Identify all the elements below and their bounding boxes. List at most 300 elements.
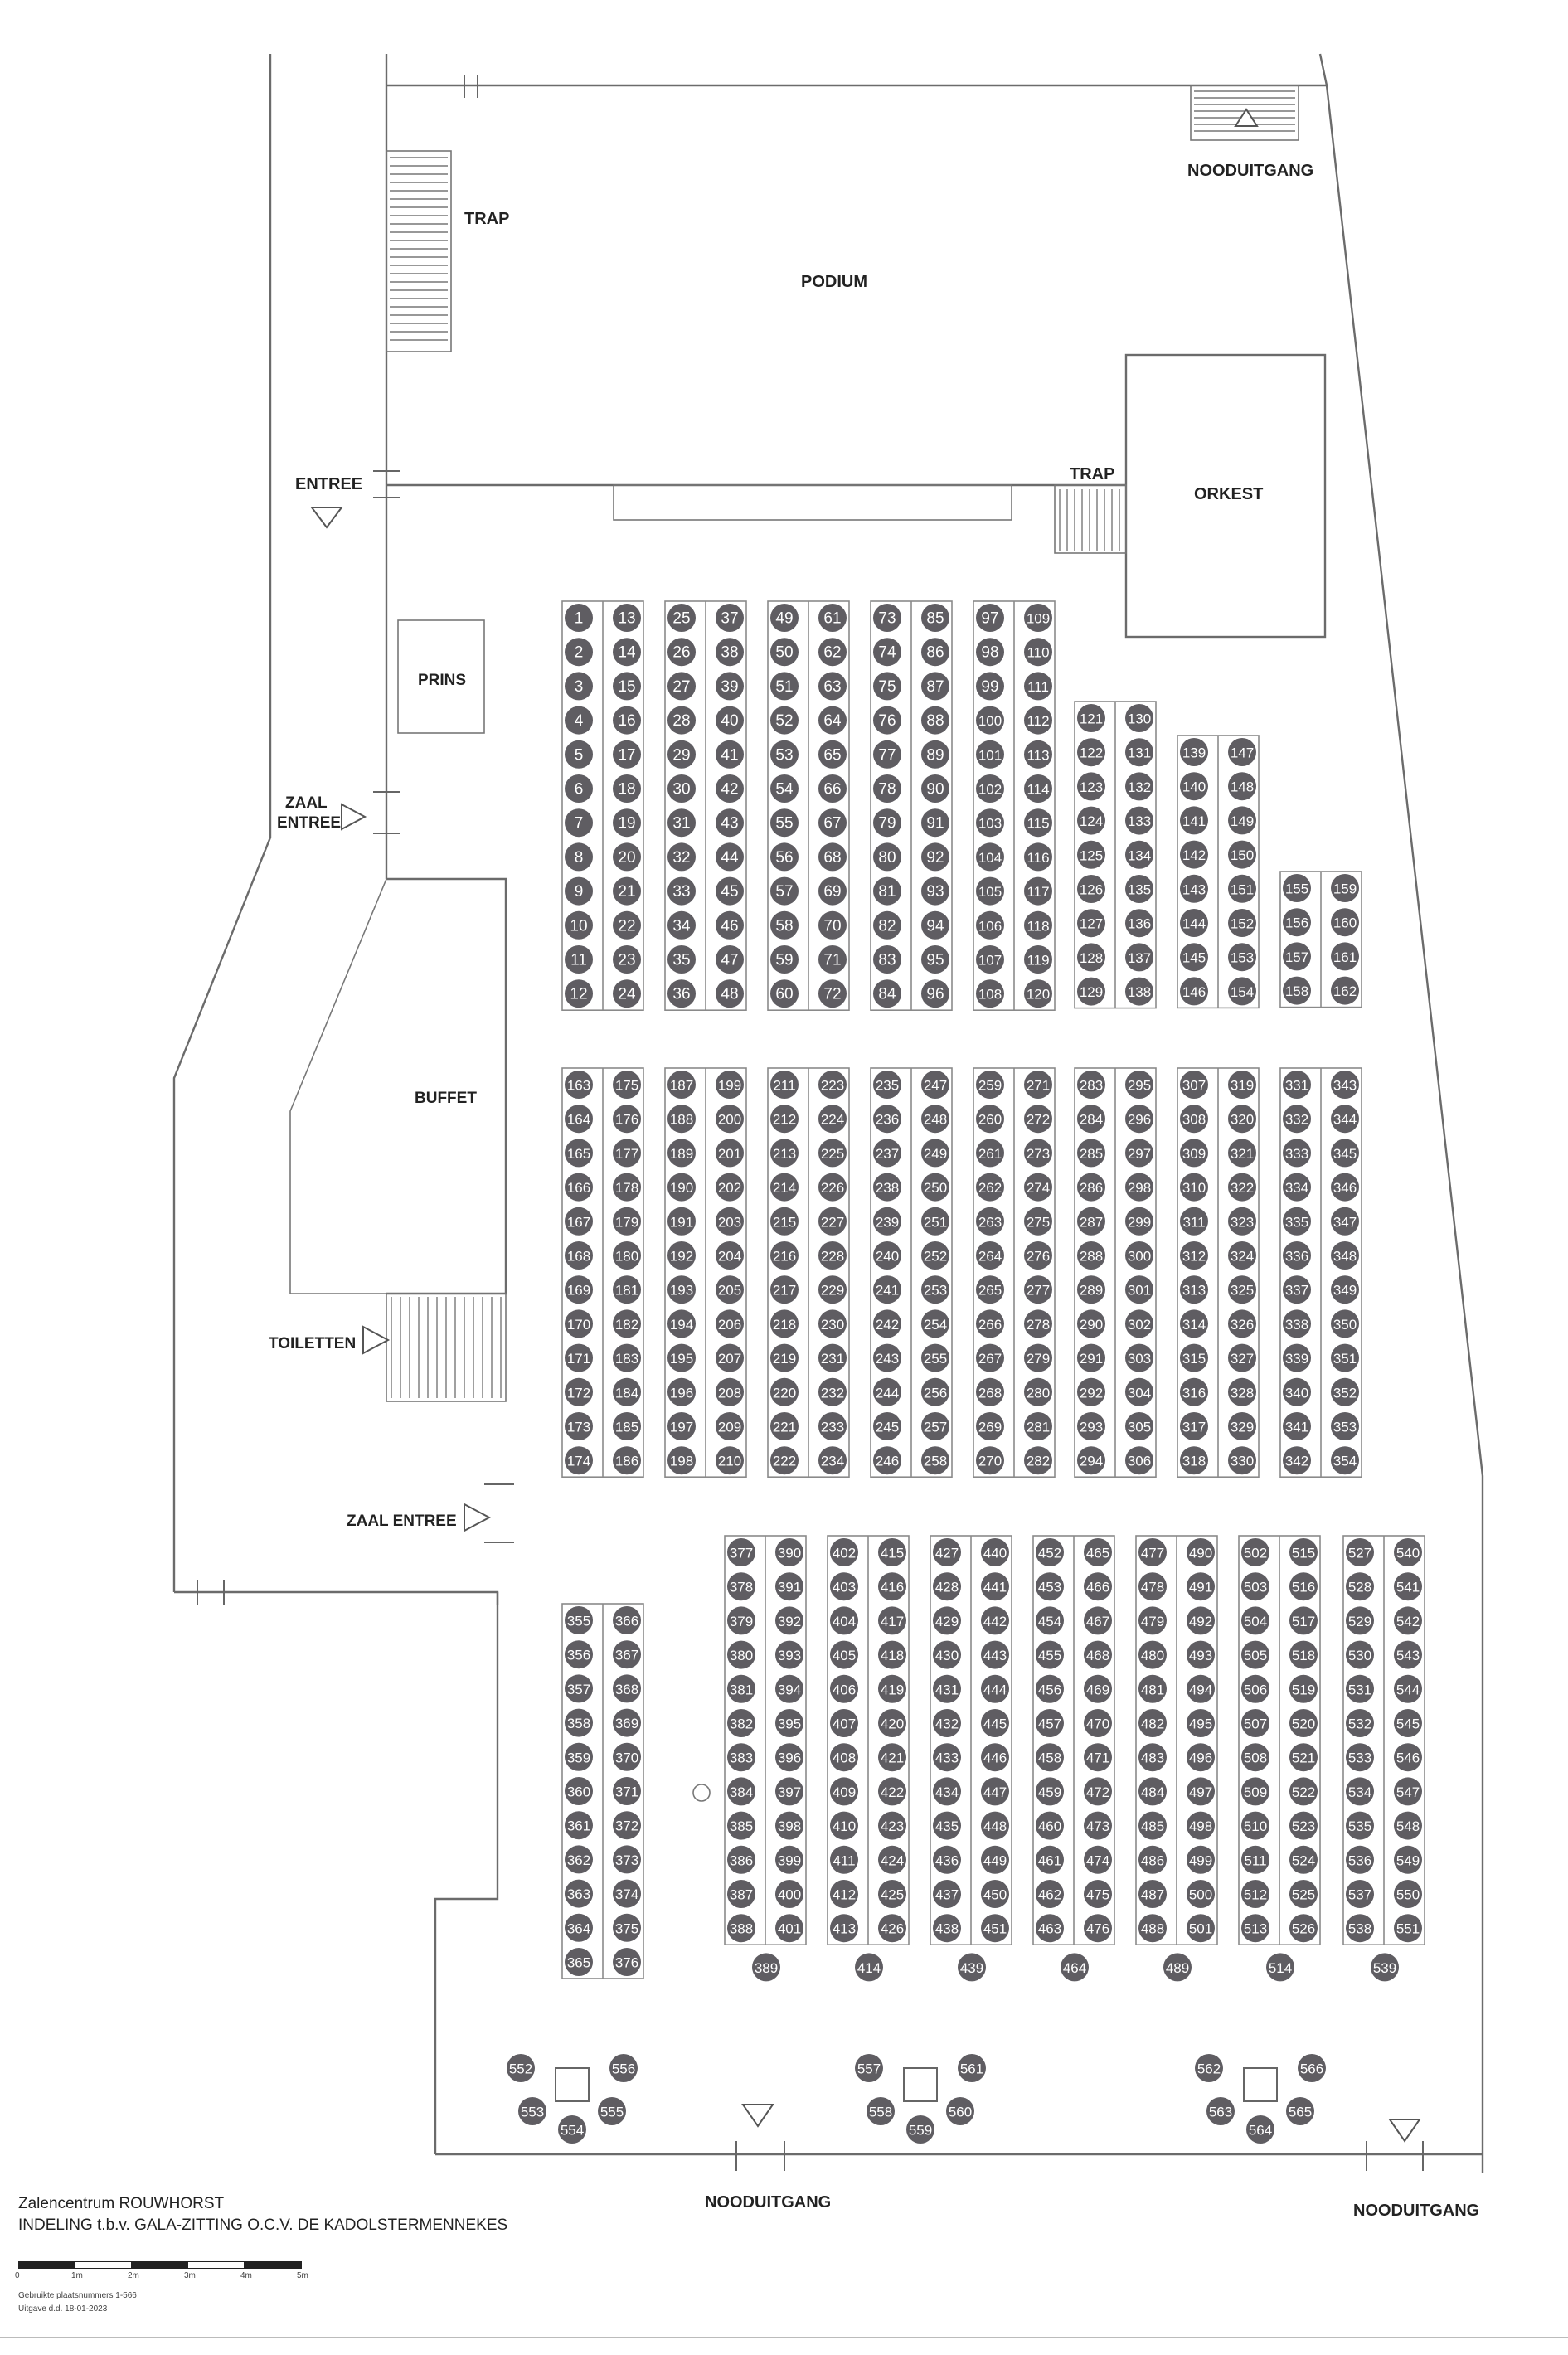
seat-118[interactable] (1024, 911, 1052, 940)
seat-440[interactable] (981, 1538, 1009, 1566)
seat-234[interactable] (818, 1446, 847, 1474)
seat-14[interactable] (613, 638, 641, 666)
seat-307[interactable] (1180, 1071, 1208, 1099)
seat-336[interactable] (1283, 1241, 1311, 1270)
seat-470[interactable] (1084, 1709, 1112, 1737)
seat-335[interactable] (1283, 1207, 1311, 1236)
seat-262[interactable] (976, 1173, 1004, 1202)
seat-429[interactable] (933, 1606, 961, 1634)
seat-64[interactable] (818, 706, 847, 735)
seat-467[interactable] (1084, 1606, 1112, 1634)
seat-486[interactable] (1138, 1846, 1167, 1874)
seat-356[interactable] (565, 1640, 593, 1668)
seat-362[interactable] (565, 1845, 593, 1873)
seat-110[interactable] (1024, 638, 1052, 666)
seat-316[interactable] (1180, 1378, 1208, 1406)
seat-271[interactable] (1024, 1071, 1052, 1099)
seat-465[interactable] (1084, 1538, 1112, 1566)
seat-406[interactable] (830, 1675, 858, 1703)
seat-500[interactable] (1187, 1880, 1215, 1908)
seat-409[interactable] (830, 1777, 858, 1805)
seat-124[interactable] (1077, 807, 1105, 835)
seat-378[interactable] (727, 1572, 755, 1600)
seat-277[interactable] (1024, 1275, 1052, 1304)
seat-327[interactable] (1228, 1344, 1256, 1372)
seat-451[interactable] (981, 1914, 1009, 1942)
seat-83[interactable] (873, 945, 901, 974)
seat-434[interactable] (933, 1777, 961, 1805)
seat-283[interactable] (1077, 1071, 1105, 1099)
seat-71[interactable] (818, 945, 847, 974)
seat-426[interactable] (878, 1914, 906, 1942)
seat-114[interactable] (1024, 774, 1052, 803)
seat-386[interactable] (727, 1846, 755, 1874)
seat-448[interactable] (981, 1812, 1009, 1840)
seat-142[interactable] (1180, 841, 1208, 869)
seat-520[interactable] (1289, 1709, 1318, 1737)
seat-33[interactable] (667, 877, 696, 906)
seat-167[interactable] (565, 1207, 593, 1236)
seat-345[interactable] (1331, 1139, 1359, 1167)
seat-312[interactable] (1180, 1241, 1208, 1270)
seat-481[interactable] (1138, 1675, 1167, 1703)
seat-421[interactable] (878, 1743, 906, 1771)
seat-115[interactable] (1024, 808, 1052, 837)
seat-369[interactable] (613, 1709, 641, 1737)
seat-109[interactable] (1024, 604, 1052, 632)
seat-121[interactable] (1077, 704, 1105, 732)
seat-480[interactable] (1138, 1641, 1167, 1669)
seat-497[interactable] (1187, 1777, 1215, 1805)
seat-339[interactable] (1283, 1344, 1311, 1372)
seat-51[interactable] (770, 672, 799, 700)
seat-278[interactable] (1024, 1309, 1052, 1338)
seat-77[interactable] (873, 740, 901, 769)
seat-182[interactable] (613, 1309, 641, 1338)
seat-353[interactable] (1331, 1412, 1359, 1440)
seat-165[interactable] (565, 1139, 593, 1167)
seat-36[interactable] (667, 979, 696, 1008)
seat-27[interactable] (667, 672, 696, 700)
seat-179[interactable] (613, 1207, 641, 1236)
seat-247[interactable] (921, 1071, 949, 1099)
seat-66[interactable] (818, 774, 847, 803)
seat-59[interactable] (770, 945, 799, 974)
seat-430[interactable] (933, 1641, 961, 1669)
seat-442[interactable] (981, 1606, 1009, 1634)
seat-317[interactable] (1180, 1412, 1208, 1440)
seat-401[interactable] (775, 1914, 803, 1942)
seat-553[interactable] (518, 2097, 546, 2125)
seat-377[interactable] (727, 1538, 755, 1566)
seat-321[interactable] (1228, 1139, 1256, 1167)
seat-301[interactable] (1125, 1275, 1153, 1304)
seat-108[interactable] (976, 979, 1004, 1008)
seat-559[interactable] (906, 2115, 934, 2144)
seat-422[interactable] (878, 1777, 906, 1805)
seat-531[interactable] (1346, 1675, 1374, 1703)
seat-16[interactable] (613, 706, 641, 735)
seat-55[interactable] (770, 808, 799, 837)
seat-261[interactable] (976, 1139, 1004, 1167)
seat-131[interactable] (1125, 738, 1153, 766)
seat-478[interactable] (1138, 1572, 1167, 1600)
seat-435[interactable] (933, 1812, 961, 1840)
seat-263[interactable] (976, 1207, 1004, 1236)
seat-65[interactable] (818, 740, 847, 769)
seat-485[interactable] (1138, 1812, 1167, 1840)
seat-322[interactable] (1228, 1173, 1256, 1202)
seat-112[interactable] (1024, 706, 1052, 735)
seat-539[interactable] (1371, 1953, 1399, 1981)
seat-181[interactable] (613, 1275, 641, 1304)
seat-488[interactable] (1138, 1914, 1167, 1942)
seat-379[interactable] (727, 1606, 755, 1634)
seat-423[interactable] (878, 1812, 906, 1840)
seat-139[interactable] (1180, 738, 1208, 766)
seat-117[interactable] (1024, 877, 1052, 906)
seat-391[interactable] (775, 1572, 803, 1600)
seat-210[interactable] (716, 1446, 744, 1474)
seat-11[interactable] (565, 945, 593, 974)
seat-453[interactable] (1036, 1572, 1064, 1600)
seat-273[interactable] (1024, 1139, 1052, 1167)
seat-156[interactable] (1283, 908, 1311, 936)
seat-489[interactable] (1163, 1953, 1192, 1981)
seat-219[interactable] (770, 1344, 799, 1372)
seat-98[interactable] (976, 638, 1004, 666)
seat-550[interactable] (1394, 1880, 1422, 1908)
seat-328[interactable] (1228, 1378, 1256, 1406)
seat-231[interactable] (818, 1344, 847, 1372)
seat-514[interactable] (1266, 1953, 1294, 1981)
seat-359[interactable] (565, 1743, 593, 1771)
seat-533[interactable] (1346, 1743, 1374, 1771)
seat-203[interactable] (716, 1207, 744, 1236)
seat-544[interactable] (1394, 1675, 1422, 1703)
seat-147[interactable] (1228, 738, 1256, 766)
seat-505[interactable] (1241, 1641, 1269, 1669)
seat-266[interactable] (976, 1309, 1004, 1338)
seat-44[interactable] (716, 842, 744, 871)
seat-78[interactable] (873, 774, 901, 803)
seat-225[interactable] (818, 1139, 847, 1167)
seat-96[interactable] (921, 979, 949, 1008)
seat-297[interactable] (1125, 1139, 1153, 1167)
seat-137[interactable] (1125, 943, 1153, 971)
seat-408[interactable] (830, 1743, 858, 1771)
seat-450[interactable] (981, 1880, 1009, 1908)
seat-368[interactable] (613, 1674, 641, 1702)
seat-41[interactable] (716, 740, 744, 769)
seat-525[interactable] (1289, 1880, 1318, 1908)
seat-140[interactable] (1180, 772, 1208, 800)
seat-454[interactable] (1036, 1606, 1064, 1634)
seat-60[interactable] (770, 979, 799, 1008)
seat-138[interactable] (1125, 978, 1153, 1006)
seat-6[interactable] (565, 774, 593, 803)
seat-238[interactable] (873, 1173, 901, 1202)
seat-207[interactable] (716, 1344, 744, 1372)
seat-558[interactable] (867, 2097, 895, 2125)
seat-348[interactable] (1331, 1241, 1359, 1270)
seat-419[interactable] (878, 1675, 906, 1703)
seat-211[interactable] (770, 1071, 799, 1099)
seat-355[interactable] (565, 1606, 593, 1634)
seat-304[interactable] (1125, 1378, 1153, 1406)
seat-133[interactable] (1125, 807, 1153, 835)
seat-249[interactable] (921, 1139, 949, 1167)
seat-232[interactable] (818, 1378, 847, 1406)
seat-319[interactable] (1228, 1071, 1256, 1099)
seat-177[interactable] (613, 1139, 641, 1167)
seat-23[interactable] (613, 945, 641, 974)
seat-145[interactable] (1180, 943, 1208, 971)
seat-9[interactable] (565, 877, 593, 906)
seat-12[interactable] (565, 979, 593, 1008)
seat-518[interactable] (1289, 1641, 1318, 1669)
seat-364[interactable] (565, 1914, 593, 1942)
seat-349[interactable] (1331, 1275, 1359, 1304)
seat-268[interactable] (976, 1378, 1004, 1406)
seat-113[interactable] (1024, 740, 1052, 769)
seat-411[interactable] (830, 1846, 858, 1874)
seat-376[interactable] (613, 1948, 641, 1976)
seat-106[interactable] (976, 911, 1004, 940)
seat-136[interactable] (1125, 909, 1153, 937)
seat-502[interactable] (1241, 1538, 1269, 1566)
seat-298[interactable] (1125, 1173, 1153, 1202)
seat-284[interactable] (1077, 1105, 1105, 1133)
seat-412[interactable] (830, 1880, 858, 1908)
seat-458[interactable] (1036, 1743, 1064, 1771)
seat-25[interactable] (667, 604, 696, 632)
seat-562[interactable] (1195, 2054, 1223, 2082)
seat-161[interactable] (1331, 942, 1359, 970)
seat-97[interactable] (976, 604, 1004, 632)
seat-436[interactable] (933, 1846, 961, 1874)
seat-313[interactable] (1180, 1275, 1208, 1304)
seat-334[interactable] (1283, 1173, 1311, 1202)
seat-195[interactable] (667, 1344, 696, 1372)
seat-201[interactable] (716, 1139, 744, 1167)
seat-318[interactable] (1180, 1446, 1208, 1474)
seat-466[interactable] (1084, 1572, 1112, 1600)
seat-185[interactable] (613, 1412, 641, 1440)
seat-496[interactable] (1187, 1743, 1215, 1771)
seat-416[interactable] (878, 1572, 906, 1600)
seat-542[interactable] (1394, 1606, 1422, 1634)
seat-46[interactable] (716, 911, 744, 940)
seat-407[interactable] (830, 1709, 858, 1737)
seat-163[interactable] (565, 1071, 593, 1099)
seat-526[interactable] (1289, 1914, 1318, 1942)
seat-296[interactable] (1125, 1105, 1153, 1133)
seat-483[interactable] (1138, 1743, 1167, 1771)
seat-100[interactable] (976, 706, 1004, 735)
seat-371[interactable] (613, 1777, 641, 1805)
seat-492[interactable] (1187, 1606, 1215, 1634)
seat-294[interactable] (1077, 1446, 1105, 1474)
seat-561[interactable] (958, 2054, 986, 2082)
seat-547[interactable] (1394, 1777, 1422, 1805)
seat-279[interactable] (1024, 1344, 1052, 1372)
seat-332[interactable] (1283, 1105, 1311, 1133)
seat-303[interactable] (1125, 1344, 1153, 1372)
seat-464[interactable] (1061, 1953, 1089, 1981)
seat-383[interactable] (727, 1743, 755, 1771)
seat-40[interactable] (716, 706, 744, 735)
seat-462[interactable] (1036, 1880, 1064, 1908)
seat-398[interactable] (775, 1812, 803, 1840)
seat-404[interactable] (830, 1606, 858, 1634)
seat-130[interactable] (1125, 704, 1153, 732)
seat-92[interactable] (921, 842, 949, 871)
seat-543[interactable] (1394, 1641, 1422, 1669)
seat-242[interactable] (873, 1309, 901, 1338)
seat-246[interactable] (873, 1446, 901, 1474)
seat-512[interactable] (1241, 1880, 1269, 1908)
seat-557[interactable] (855, 2054, 883, 2082)
seat-487[interactable] (1138, 1880, 1167, 1908)
seat-226[interactable] (818, 1173, 847, 1202)
seat-290[interactable] (1077, 1309, 1105, 1338)
seat-62[interactable] (818, 638, 847, 666)
seat-236[interactable] (873, 1105, 901, 1133)
seat-495[interactable] (1187, 1709, 1215, 1737)
seat-37[interactable] (716, 604, 744, 632)
seat-157[interactable] (1283, 942, 1311, 970)
seat-515[interactable] (1289, 1538, 1318, 1566)
seat-39[interactable] (716, 672, 744, 700)
seat-265[interactable] (976, 1275, 1004, 1304)
seat-552[interactable] (507, 2054, 535, 2082)
seat-160[interactable] (1331, 908, 1359, 936)
seat-439[interactable] (958, 1953, 986, 1981)
seat-427[interactable] (933, 1538, 961, 1566)
seat-34[interactable] (667, 911, 696, 940)
seat-329[interactable] (1228, 1412, 1256, 1440)
seat-449[interactable] (981, 1846, 1009, 1874)
seat-414[interactable] (855, 1953, 883, 1981)
seat-76[interactable] (873, 706, 901, 735)
seat-233[interactable] (818, 1412, 847, 1440)
seat-529[interactable] (1346, 1606, 1374, 1634)
seat-437[interactable] (933, 1880, 961, 1908)
seat-42[interactable] (716, 774, 744, 803)
seat-267[interactable] (976, 1344, 1004, 1372)
seat-501[interactable] (1187, 1914, 1215, 1942)
seat-285[interactable] (1077, 1139, 1105, 1167)
seat-4[interactable] (565, 706, 593, 735)
seat-35[interactable] (667, 945, 696, 974)
seat-346[interactable] (1331, 1173, 1359, 1202)
seat-82[interactable] (873, 911, 901, 940)
seat-537[interactable] (1346, 1880, 1374, 1908)
seat-269[interactable] (976, 1412, 1004, 1440)
seat-43[interactable] (716, 808, 744, 837)
seat-311[interactable] (1180, 1207, 1208, 1236)
seat-476[interactable] (1084, 1914, 1112, 1942)
seat-326[interactable] (1228, 1309, 1256, 1338)
seat-370[interactable] (613, 1743, 641, 1771)
seat-220[interactable] (770, 1378, 799, 1406)
seat-555[interactable] (598, 2097, 626, 2125)
seat-560[interactable] (946, 2097, 974, 2125)
seat-28[interactable] (667, 706, 696, 735)
seat-456[interactable] (1036, 1675, 1064, 1703)
seat-288[interactable] (1077, 1241, 1105, 1270)
seat-484[interactable] (1138, 1777, 1167, 1805)
seat-493[interactable] (1187, 1641, 1215, 1669)
seat-17[interactable] (613, 740, 641, 769)
seat-425[interactable] (878, 1880, 906, 1908)
seat-169[interactable] (565, 1275, 593, 1304)
seat-200[interactable] (716, 1105, 744, 1133)
seat-173[interactable] (565, 1412, 593, 1440)
seat-310[interactable] (1180, 1173, 1208, 1202)
seat-205[interactable] (716, 1275, 744, 1304)
seat-166[interactable] (565, 1173, 593, 1202)
seat-88[interactable] (921, 706, 949, 735)
seat-393[interactable] (775, 1641, 803, 1669)
seat-532[interactable] (1346, 1709, 1374, 1737)
seat-308[interactable] (1180, 1105, 1208, 1133)
seat-508[interactable] (1241, 1743, 1269, 1771)
seat-127[interactable] (1077, 909, 1105, 937)
seat-54[interactable] (770, 774, 799, 803)
seat-507[interactable] (1241, 1709, 1269, 1737)
seat-56[interactable] (770, 842, 799, 871)
seat-556[interactable] (609, 2054, 638, 2082)
seat-102[interactable] (976, 774, 1004, 803)
seat-397[interactable] (775, 1777, 803, 1805)
seat-281[interactable] (1024, 1412, 1052, 1440)
seat-549[interactable] (1394, 1846, 1422, 1874)
seat-382[interactable] (727, 1709, 755, 1737)
seat-244[interactable] (873, 1378, 901, 1406)
seat-275[interactable] (1024, 1207, 1052, 1236)
seat-510[interactable] (1241, 1812, 1269, 1840)
seat-198[interactable] (667, 1446, 696, 1474)
seat-463[interactable] (1036, 1914, 1064, 1942)
seat-534[interactable] (1346, 1777, 1374, 1805)
seat-566[interactable] (1298, 2054, 1326, 2082)
seat-389[interactable] (752, 1953, 780, 1981)
seat-315[interactable] (1180, 1344, 1208, 1372)
seat-394[interactable] (775, 1675, 803, 1703)
seat-153[interactable] (1228, 943, 1256, 971)
seat-172[interactable] (565, 1378, 593, 1406)
seat-384[interactable] (727, 1777, 755, 1805)
seat-511[interactable] (1241, 1846, 1269, 1874)
seat-18[interactable] (613, 774, 641, 803)
seat-222[interactable] (770, 1446, 799, 1474)
seat-94[interactable] (921, 911, 949, 940)
seat-217[interactable] (770, 1275, 799, 1304)
seat-149[interactable] (1228, 806, 1256, 834)
seat-351[interactable] (1331, 1344, 1359, 1372)
seat-400[interactable] (775, 1880, 803, 1908)
seat-395[interactable] (775, 1709, 803, 1737)
seat-295[interactable] (1125, 1071, 1153, 1099)
seat-252[interactable] (921, 1241, 949, 1270)
seat-385[interactable] (727, 1812, 755, 1840)
seat-504[interactable] (1241, 1606, 1269, 1634)
seat-202[interactable] (716, 1173, 744, 1202)
seat-410[interactable] (830, 1812, 858, 1840)
seat-433[interactable] (933, 1743, 961, 1771)
